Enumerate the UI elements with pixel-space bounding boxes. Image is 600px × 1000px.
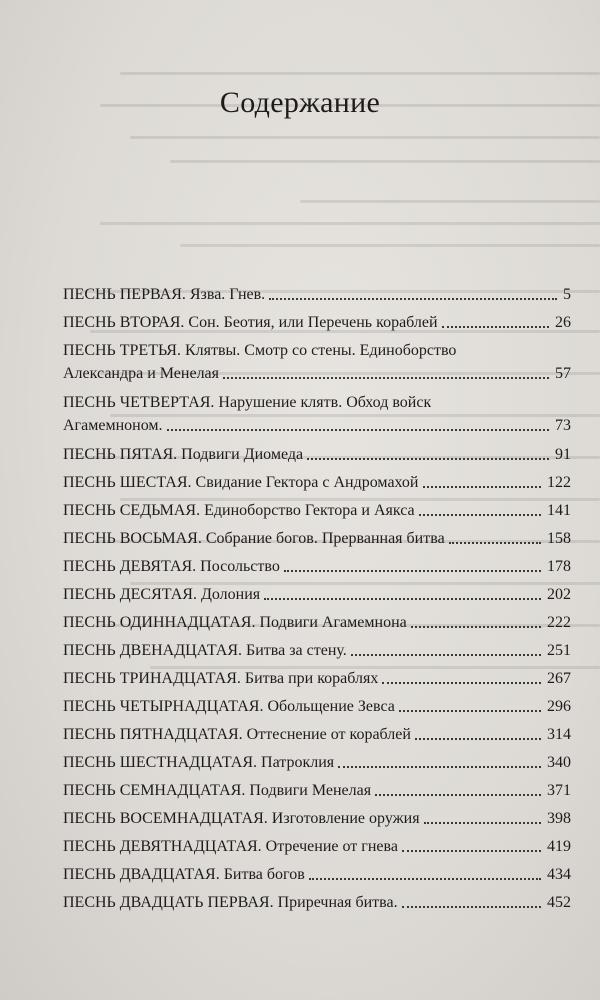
toc-page-number: 434 [547,866,571,883]
toc-entry-13[interactable] [63,666,571,689]
toc-entry-title: ПЕСНЬ ПЯТАЯ. Подвиги Диомеда [63,446,304,463]
toc-entry-19[interactable] [63,834,571,857]
table-of-contents [63,282,571,918]
dot-leader [338,766,541,768]
toc-entry-title: ПЕСНЬ ОДИННАДЦАТАЯ. Подвиги Агамемнона [63,614,407,631]
dot-leader [449,542,541,544]
dot-leader [415,738,541,740]
dot-leader [423,486,542,488]
toc-page-number: 251 [547,642,571,659]
toc-page-number: 398 [547,810,571,827]
toc-entry-title-line1: ПЕСНЬ ЧЕТВЕРТАЯ. Нарушение клятв. Обход войск [63,394,432,411]
toc-entry-16[interactable] [63,750,571,773]
toc-entry-7[interactable] [63,498,571,521]
toc-entry-title: ПЕСНЬ ЧЕТЫРНАДЦАТАЯ. Обольщение Зевса [63,698,395,715]
toc-entry-15[interactable] [63,722,571,745]
toc-page-number: 73 [555,417,571,434]
dot-leader [402,850,541,852]
toc-entry-8[interactable] [63,526,571,549]
dot-leader [424,822,541,824]
dot-leader [399,710,541,712]
toc-entry-2[interactable] [63,310,571,333]
toc-entry-title: ПЕСНЬ ДЕВЯТНАДЦАТАЯ. Отречение от гнева [63,838,398,855]
toc-page-number: 57 [555,365,571,382]
toc-page-number: 26 [555,314,571,331]
toc-page-number: 5 [563,286,571,303]
toc-page-number: 178 [547,558,571,575]
toc-entry-title-line2: Агамемноном. [63,417,163,434]
toc-entry-21[interactable] [63,890,571,913]
toc-entry-title: ПЕСНЬ СЕМНАДЦАТАЯ. Подвиги Менелая [63,782,372,799]
toc-entry-title: ПЕСНЬ ДЕСЯТАЯ. Долония [63,586,261,603]
toc-entry-title: ПЕСНЬ ДВАДЦАТАЯ. Битва богов [63,866,305,883]
toc-entry-5[interactable] [63,442,571,465]
toc-entry-11[interactable] [63,610,571,633]
toc-entry-title: ПЕСНЬ ТРИНАДЦАТАЯ. Битва при кораблях [63,670,379,687]
dot-leader [264,598,541,600]
toc-entry-17[interactable] [63,778,571,801]
dot-leader [411,626,541,628]
toc-entry-title: ПЕСНЬ ДВЕНАДЦАТАЯ. Битва за стену. [63,642,347,659]
toc-page-number: 452 [547,894,571,911]
toc-entry-4[interactable] [63,390,571,436]
toc-entry-title: ПЕСНЬ ДВАДЦАТЬ ПЕРВАЯ. Приречная битва. [63,894,398,911]
dot-leader [223,377,549,379]
toc-page-number: 267 [547,670,571,687]
dot-leader [167,429,549,431]
dot-leader [419,514,541,516]
toc-page-number: 122 [547,474,571,491]
toc-entry-9[interactable] [63,554,571,577]
toc-entry-title: ПЕСНЬ ВТОРАЯ. Сон. Беотия, или Перечень кораблей [63,314,438,331]
toc-entry-title: ПЕСНЬ ШЕСТНАДЦАТАЯ. Патроклия [63,754,335,771]
toc-page-number: 141 [547,502,571,519]
dot-leader [442,326,549,328]
toc-page-number: 158 [547,530,571,547]
toc-entry-18[interactable] [63,806,571,829]
toc-entry-title: ПЕСНЬ ШЕСТАЯ. Свидание Гектора с Андромахой [63,474,419,491]
toc-entry-title-line1: ПЕСНЬ ТРЕТЬЯ. Клятвы. Смотр со стены. Единоборство [63,342,457,359]
toc-entry-title: ПЕСНЬ ПЕРВАЯ. Язва. Гнев. [63,286,266,303]
toc-page-number: 202 [547,586,571,603]
toc-page-number: 91 [555,446,571,463]
toc-page-number: 314 [547,726,571,743]
toc-entry-title: ПЕСНЬ СЕДЬМАЯ. Единоборство Гектора и Аякса [63,502,415,519]
toc-entry-12[interactable] [63,638,571,661]
toc-entry-title-line2: Александра и Менелая [63,365,220,382]
toc-entry-3[interactable] [63,338,571,384]
toc-entry-10[interactable] [63,582,571,605]
toc-page-number: 419 [547,838,571,855]
toc-entry-title: ПЕСНЬ ВОСЬМАЯ. Собрание богов. Прерванная битва [63,530,445,547]
dot-leader [269,298,557,300]
page-title: Содержание [219,86,381,119]
dot-leader [375,794,541,796]
toc-entry-title: ПЕСНЬ ВОСЕМНАДЦАТАЯ. Изготовление оружия [63,810,420,827]
dot-leader [307,458,549,460]
toc-entry-14[interactable] [63,694,571,717]
toc-page-number: 371 [547,782,571,799]
dot-leader [402,906,541,908]
toc-entry-title: ПЕСНЬ ПЯТНАДЦАТАЯ. Оттеснение от кораблей [63,726,411,743]
toc-page-number: 340 [547,754,571,771]
dot-leader [284,570,541,572]
toc-entry-20[interactable] [63,862,571,885]
toc-entry-6[interactable] [63,470,571,493]
toc-page-number: 222 [547,614,571,631]
dot-leader [351,654,541,656]
dot-leader [382,682,541,684]
toc-page-number: 296 [547,698,571,715]
dot-leader [309,878,541,880]
toc-entry-title: ПЕСНЬ ДЕВЯТАЯ. Посольство [63,558,280,575]
toc-entry-1[interactable] [63,282,571,305]
